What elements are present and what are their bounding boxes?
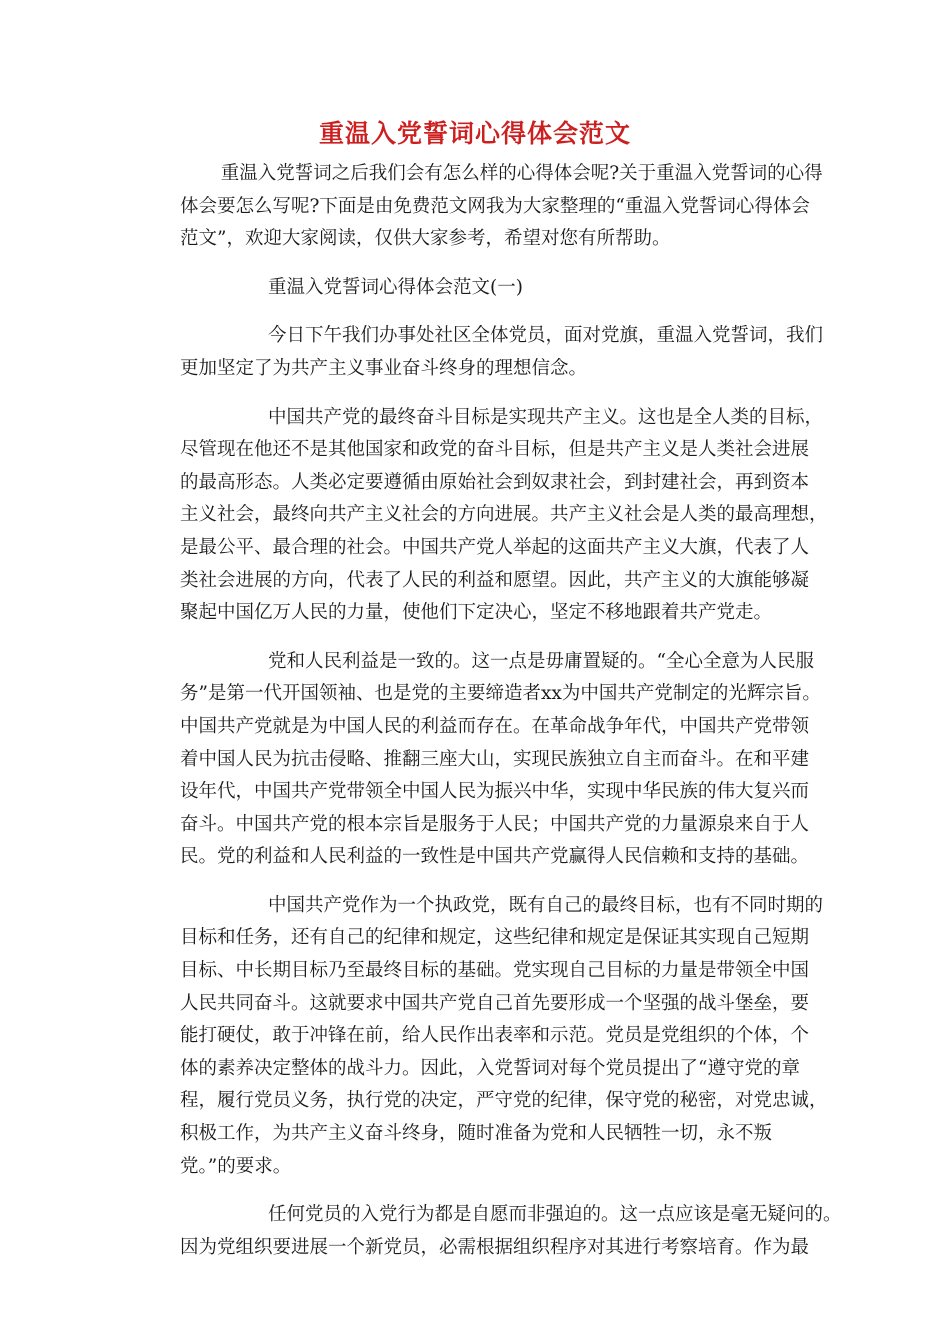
text-line: 党和人民利益是一致的。这一点是毋庸置疑的。“全心全意为人民服 (268, 650, 814, 672)
text-line: 着中国人民为抗击侵略、推翻三座大山，实现民族独立自主而奋斗。在和平建 (180, 748, 810, 770)
document-body (143, 158, 842, 1280)
text-line: 类社会进展的方向，代表了人民的利益和愿望。因此，共产主义的大旗能够凝 (180, 569, 810, 591)
text-line: 务”是第一代开国领袖、也是党的主要缔造者xx为中国共产党制定的光辉宗旨。 (180, 683, 821, 705)
paragraph (143, 1199, 842, 1264)
paragraph-intro (143, 158, 823, 256)
section-heading (143, 272, 815, 305)
text-line: 设年代，中国共产党带领全中国人民为振兴中华，实现中华民族的伟大复兴而 (180, 781, 810, 803)
document-title: 重温入党誓词心得体会范文 (318, 119, 631, 148)
text-line: 积极工作，为共产主义奋斗终身，随时准备为党和人民牺牲一切，永不叛 (180, 1123, 773, 1145)
text-line: 的最高形态。人类必定要遵循由原始社会到奴隶社会，到封建社会，再到资本 (180, 471, 810, 493)
paragraph (143, 402, 828, 630)
paragraph (143, 646, 821, 874)
text-line: 能打硬仗，敢于冲锋在前，给人民作出表率和示范。党员是党组织的个体，个 (180, 1025, 810, 1047)
text-line: 聚起中国亿万人民的力量，使他们下定决心，坚定不移地跟着共产党走。 (180, 602, 773, 624)
text-line: 范文”，欢迎大家阅读，仅供大家参考，希望对您有所帮助。 (180, 228, 671, 250)
text-line: 体会要怎么写呢?下面是由免费范文网我为大家整理的“重温入党誓词心得体会 (180, 195, 810, 217)
text-line: 因为党组织要进展一个新党员，必需根据组织程序对其进行考察培育。作为最 (180, 1236, 810, 1258)
text-line: 目标和任务，还有自己的纪律和规定，这些纪律和规定是保证其实现自己短期 (180, 927, 810, 949)
text-line: 中国共产党就是为中国人民的利益而存在。在革命战争年代，中国共产党带领 (180, 715, 810, 737)
text-line: 民。党的利益和人民利益的一致性是中国共产党赢得人民信赖和支持的基础。 (180, 846, 810, 868)
text-line: 尽管现在他还不是其他国家和政党的奋斗目标，但是共产主义是人类社会进展 (180, 439, 810, 461)
text-line: 今日下午我们办事处社区全体党员，面对党旗，重温入党誓词，我们 (268, 325, 824, 347)
text-line: 奋斗。中国共产党的根本宗旨是服务于人民；中国共产党的力量源泉来自于人 (180, 813, 810, 835)
text-line: 更加坚定了为共产主义事业奋斗终身的理想信念。 (180, 357, 588, 379)
text-line: 重温入党誓词心得体会范文(一) (268, 276, 523, 298)
text-line: 人民共同奋斗。这就要求中国共产党自己首先要形成一个坚强的战斗堡垒，要 (180, 992, 810, 1014)
text-line: 重温入党誓词之后我们会有怎么样的心得体会呢?关于重温入党誓词的心得 (220, 163, 823, 184)
text-line: 程，履行党员义务，执行党的决定，严守党的纪律，保守党的秘密，对党忠诚， (180, 1090, 828, 1112)
text-line: 是最公平、最合理的社会。中国共产党人举起的这面共产主义大旗，代表了人 (180, 536, 810, 558)
text-line: 中国共产党作为一个执政党，既有自己的最终目标，也有不同时期的 (268, 894, 824, 916)
text-line: 目标、中长期目标乃至最终目标的基础。党实现自己目标的力量是带领全中国 (180, 960, 810, 982)
paragraph (143, 890, 828, 1183)
text-line: 党。”的要求。 (180, 1155, 292, 1177)
paragraph (143, 320, 824, 385)
text-line: 主义社会，最终向共产主义社会的方向进展。共产主义社会是人类的最高理想， (180, 504, 828, 526)
text-line: 体的素养决定整体的战斗力。因此，入党誓词对每个党员提出了“遵守党的章 (180, 1057, 800, 1079)
text-line: 中国共产党的最终奋斗目标是实现共产主义。这也是全人类的目标， (268, 406, 824, 428)
text-line: 任何党员的入党行为都是自愿而非强迫的。这一点应该是毫无疑问的。 (268, 1204, 842, 1226)
